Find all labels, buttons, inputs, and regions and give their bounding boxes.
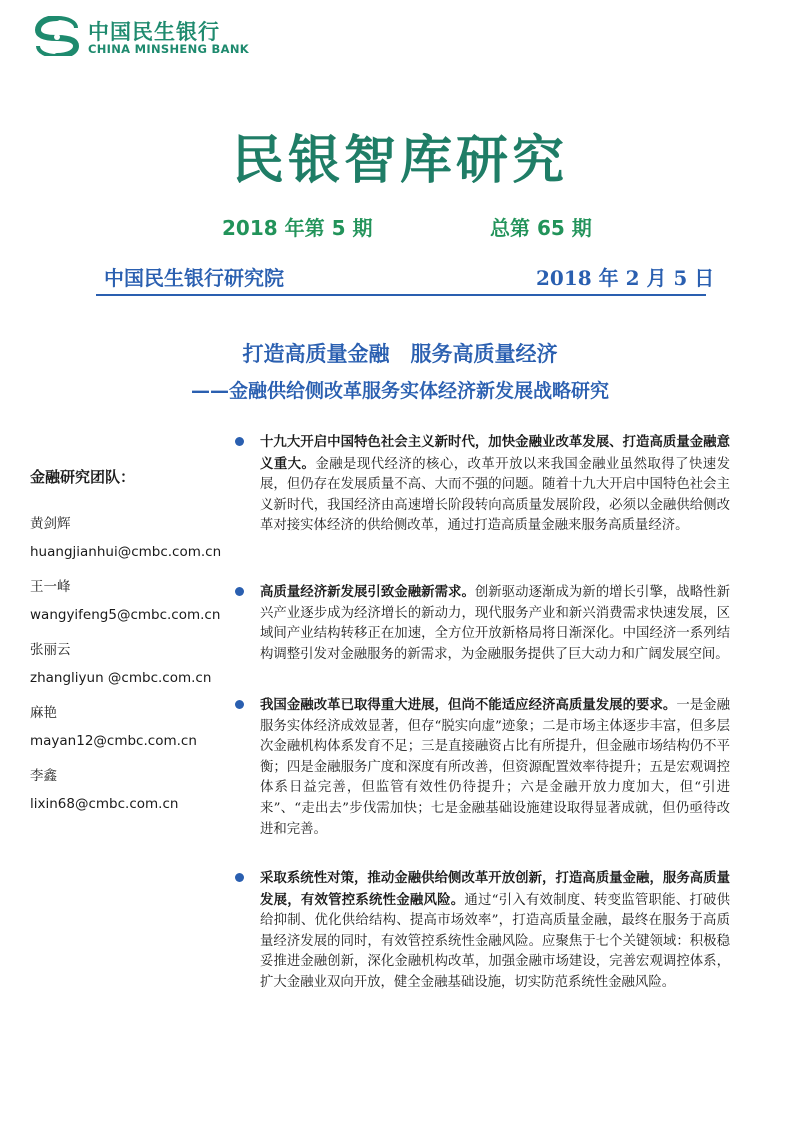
logo-name-en: CHINA MINSHENG BANK <box>88 42 249 56</box>
member-name: 黄剑辉 <box>30 516 71 532</box>
paragraph-lead: 十九大开启中国特色社会主义新时代，加快金融业改革发展、打造高质量金融意义重大。 <box>260 434 730 472</box>
member-email[interactable]: lixin68@cmbc.com.cn <box>30 796 179 812</box>
issue-number: 2018 年第 5 期 <box>222 216 373 240</box>
bullet-icon <box>235 700 244 709</box>
bullet-icon <box>235 873 244 882</box>
report-title: 打造高质量金融 服务高质量经济 <box>242 342 558 366</box>
paragraph-lead: 我国金融改革已取得重大进展，但尚不能适应经济高质量发展的要求。 <box>260 697 677 713</box>
minsheng-logo-icon <box>34 16 80 56</box>
institution-name: 中国民生银行研究院 <box>104 266 284 290</box>
bank-logo <box>34 14 274 60</box>
bullet-icon <box>235 587 244 596</box>
header-divider <box>96 294 706 296</box>
paragraph-body: 通过“引入有效制度、转变监管职能、打破供给抑制、优化供给结构、提高市场效率”，打造高质量金融，最终在服务于高质量经济发展的同时，有效管控系统性金融风险。应聚焦于七个关键领域：积极稳妥推进金融创新，深化金融机构改革，加强金融市场建设，完善宏观调控体系，扩大金融业双向开放，健全金融基础设施，切实防范系统性金融风险。 <box>260 892 730 990</box>
member-email[interactable]: huangjianhui@cmbc.com.cn <box>30 544 222 560</box>
paragraph-body: 金融是现代经济的核心，改革开放以来我国金融业虽然取得了快速发展，但仍存在发展质量不高、大而不强的问题。随着十九大开启中国特色社会主义新时代，我国经济由高速增长阶段转向高质量发展阶段，必须以金融供给侧改革对接实体经济的供给侧改革，通过打造高质量金融来服务高质量经济。 <box>260 456 731 534</box>
member-email[interactable]: zhangliyun @cmbc.com.cn <box>30 670 212 686</box>
summary-paragraph <box>260 695 730 840</box>
member-name: 李鑫 <box>30 768 57 784</box>
member-email[interactable]: mayan12@cmbc.com.cn <box>30 733 197 749</box>
publication-date: 2018 年 2 月 5 日 <box>536 266 715 290</box>
paragraph-lead: 采取系统性对策，推动金融供给侧改革开放创新，打造高质量金融，服务高质量发展，有效管控系统性金融风险。 <box>260 870 730 908</box>
member-name: 王一峰 <box>30 579 71 595</box>
total-issue-number: 总第 65 期 <box>490 216 592 240</box>
bullet-icon <box>235 437 244 446</box>
member-name: 麻艳 <box>30 705 57 721</box>
paragraph-body: 一是金融服务实体经济成效显著，但存“脱实向虚”迹象；二是市场主体逐步丰富，但多层次金融机构体系发育不足；三是直接融资占比有所提升，但金融市场结构仍不平衡；四是金融服务广度和深度有所改善，但资源配置效率待提升；五是宏观调控体系日益完善，但监管有效性仍待提升；六是金融开放力度加大，但“引进来”、“走出去”步伐需加快；七是金融基础设施建设取得显著成就，但仍亟待改进和完善。 <box>260 698 731 837</box>
masthead-title: 民银智库研究 <box>231 131 568 191</box>
paragraph-lead: 高质量经济新发展引致金融新需求。 <box>260 584 475 600</box>
member-email[interactable]: wangyifeng5@cmbc.com.cn <box>30 607 221 623</box>
paragraph-body: 创新驱动逐渐成为新的增长引擎，战略性新兴产业逐步成为经济增长的新动力，现代服务产业和新兴消费需求快速发展，区域间产业结构转移正在加速，全方位开放新格局将日渐深化。中国经济一系列结构调整引发对金融服务的新需求，为金融服务提供了巨大动力和广阔发展空间。 <box>260 585 730 662</box>
logo-name-cn: 中国民生银行 <box>88 20 220 44</box>
summary-paragraph <box>260 432 730 537</box>
summary-paragraph <box>260 868 730 994</box>
team-heading: 金融研究团队： <box>30 468 136 486</box>
member-name: 张丽云 <box>30 642 71 658</box>
summary-paragraph <box>260 582 730 665</box>
report-subtitle: ——金融供给侧改革服务实体经济新发展战略研究 <box>190 380 609 402</box>
